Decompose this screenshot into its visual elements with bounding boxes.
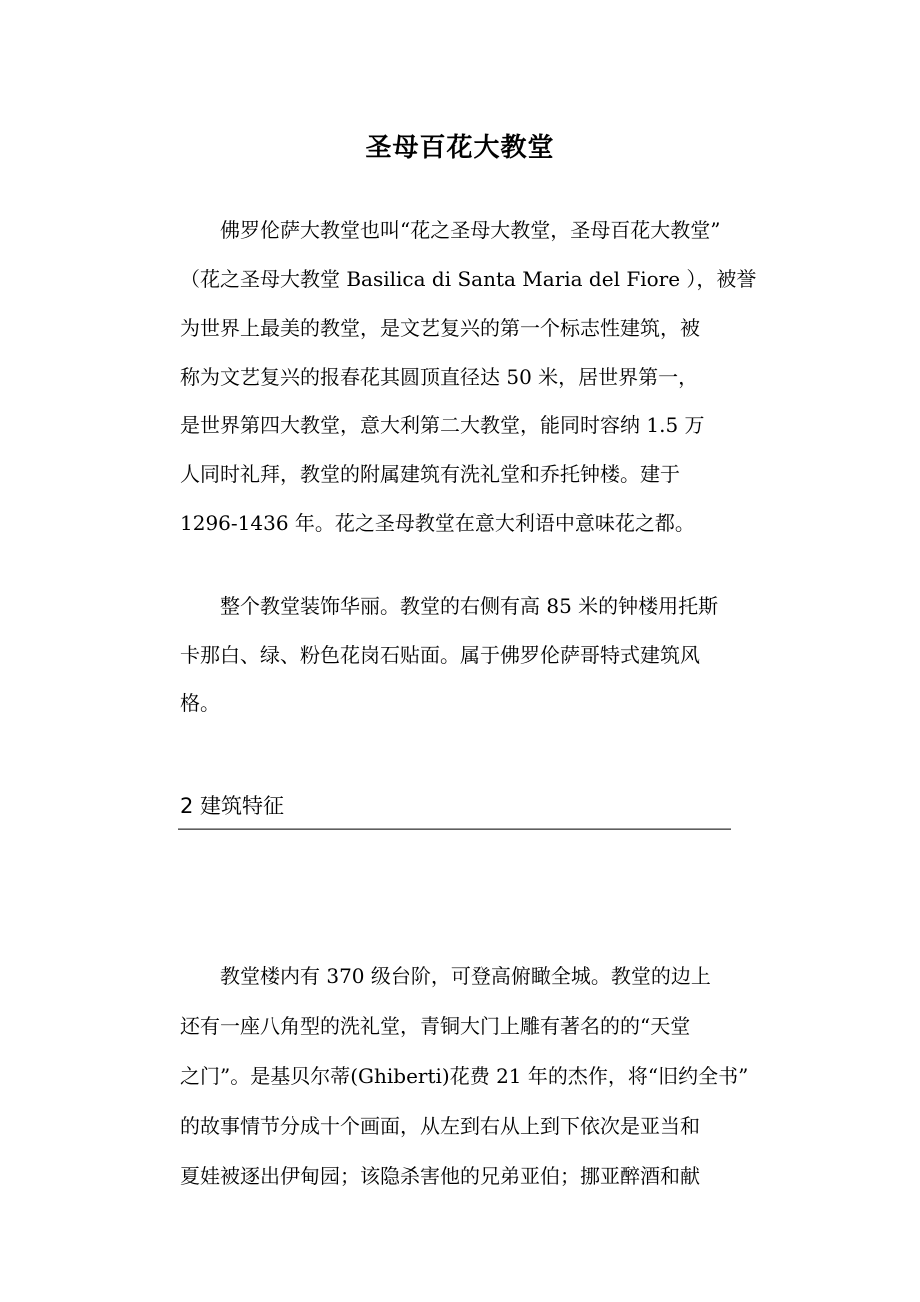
- paragraph-3-line: 夏娃被逐出伊甸园；该隐杀害他的兄弟亚伯；挪亚醉酒和献: [180, 1164, 700, 1188]
- paragraph-3-line: 教堂楼内有 370 级台阶，可登高俯瞰全城。教堂的边上: [180, 964, 711, 988]
- paragraph-1-line: 称为文艺复兴的报春花其圆顶直径达 50 米，居世界第一，: [180, 365, 699, 389]
- paragraph-1-line: （花之圣母大教堂 Basilica di Santa Maria del Fiore ），被誉: [180, 267, 757, 291]
- paragraph-3-line: 的故事情节分成十个画面，从左到右从上到下依次是亚当和: [180, 1114, 700, 1138]
- paragraph-2-line: 卡那白、绿、粉色花岗石贴面。属于佛罗伦萨哥特式建筑风: [180, 643, 700, 667]
- paragraph-1-line: 佛罗伦萨大教堂也叫“花之圣母大教堂，圣母百花大教堂”: [180, 218, 721, 242]
- paragraph-1-line: 是世界第四大教堂，意大利第二大教堂，能同时容纳 1.5 万: [180, 413, 705, 437]
- paragraph-2-line: 格。: [180, 691, 220, 715]
- section-divider: [178, 828, 731, 830]
- paragraph-2-line: 整个教堂装饰华丽。教堂的右侧有高 85 米的钟楼用托斯: [180, 594, 719, 618]
- paragraph-3-line: 还有一座八角型的洗礼堂，青铜大门上雕有著名的的“天堂: [180, 1014, 691, 1038]
- paragraph-1-line: 人同时礼拜，教堂的附属建筑有洗礼堂和乔托钟楼。建于: [180, 462, 680, 486]
- section-heading: 2 建筑特征: [180, 794, 285, 818]
- paragraph-1-line: 1296-1436 年。花之圣母教堂在意大利语中意味花之都。: [180, 511, 695, 535]
- document-title: 圣母百花大教堂: [365, 133, 555, 163]
- paragraph-1-line: 为世界上最美的教堂，是文艺复兴的第一个标志性建筑，被: [180, 316, 700, 340]
- paragraph-3-line: 之门”。是基贝尔蒂(Ghiberti)花费 21 年的杰作，将“旧约全书”: [180, 1064, 749, 1088]
